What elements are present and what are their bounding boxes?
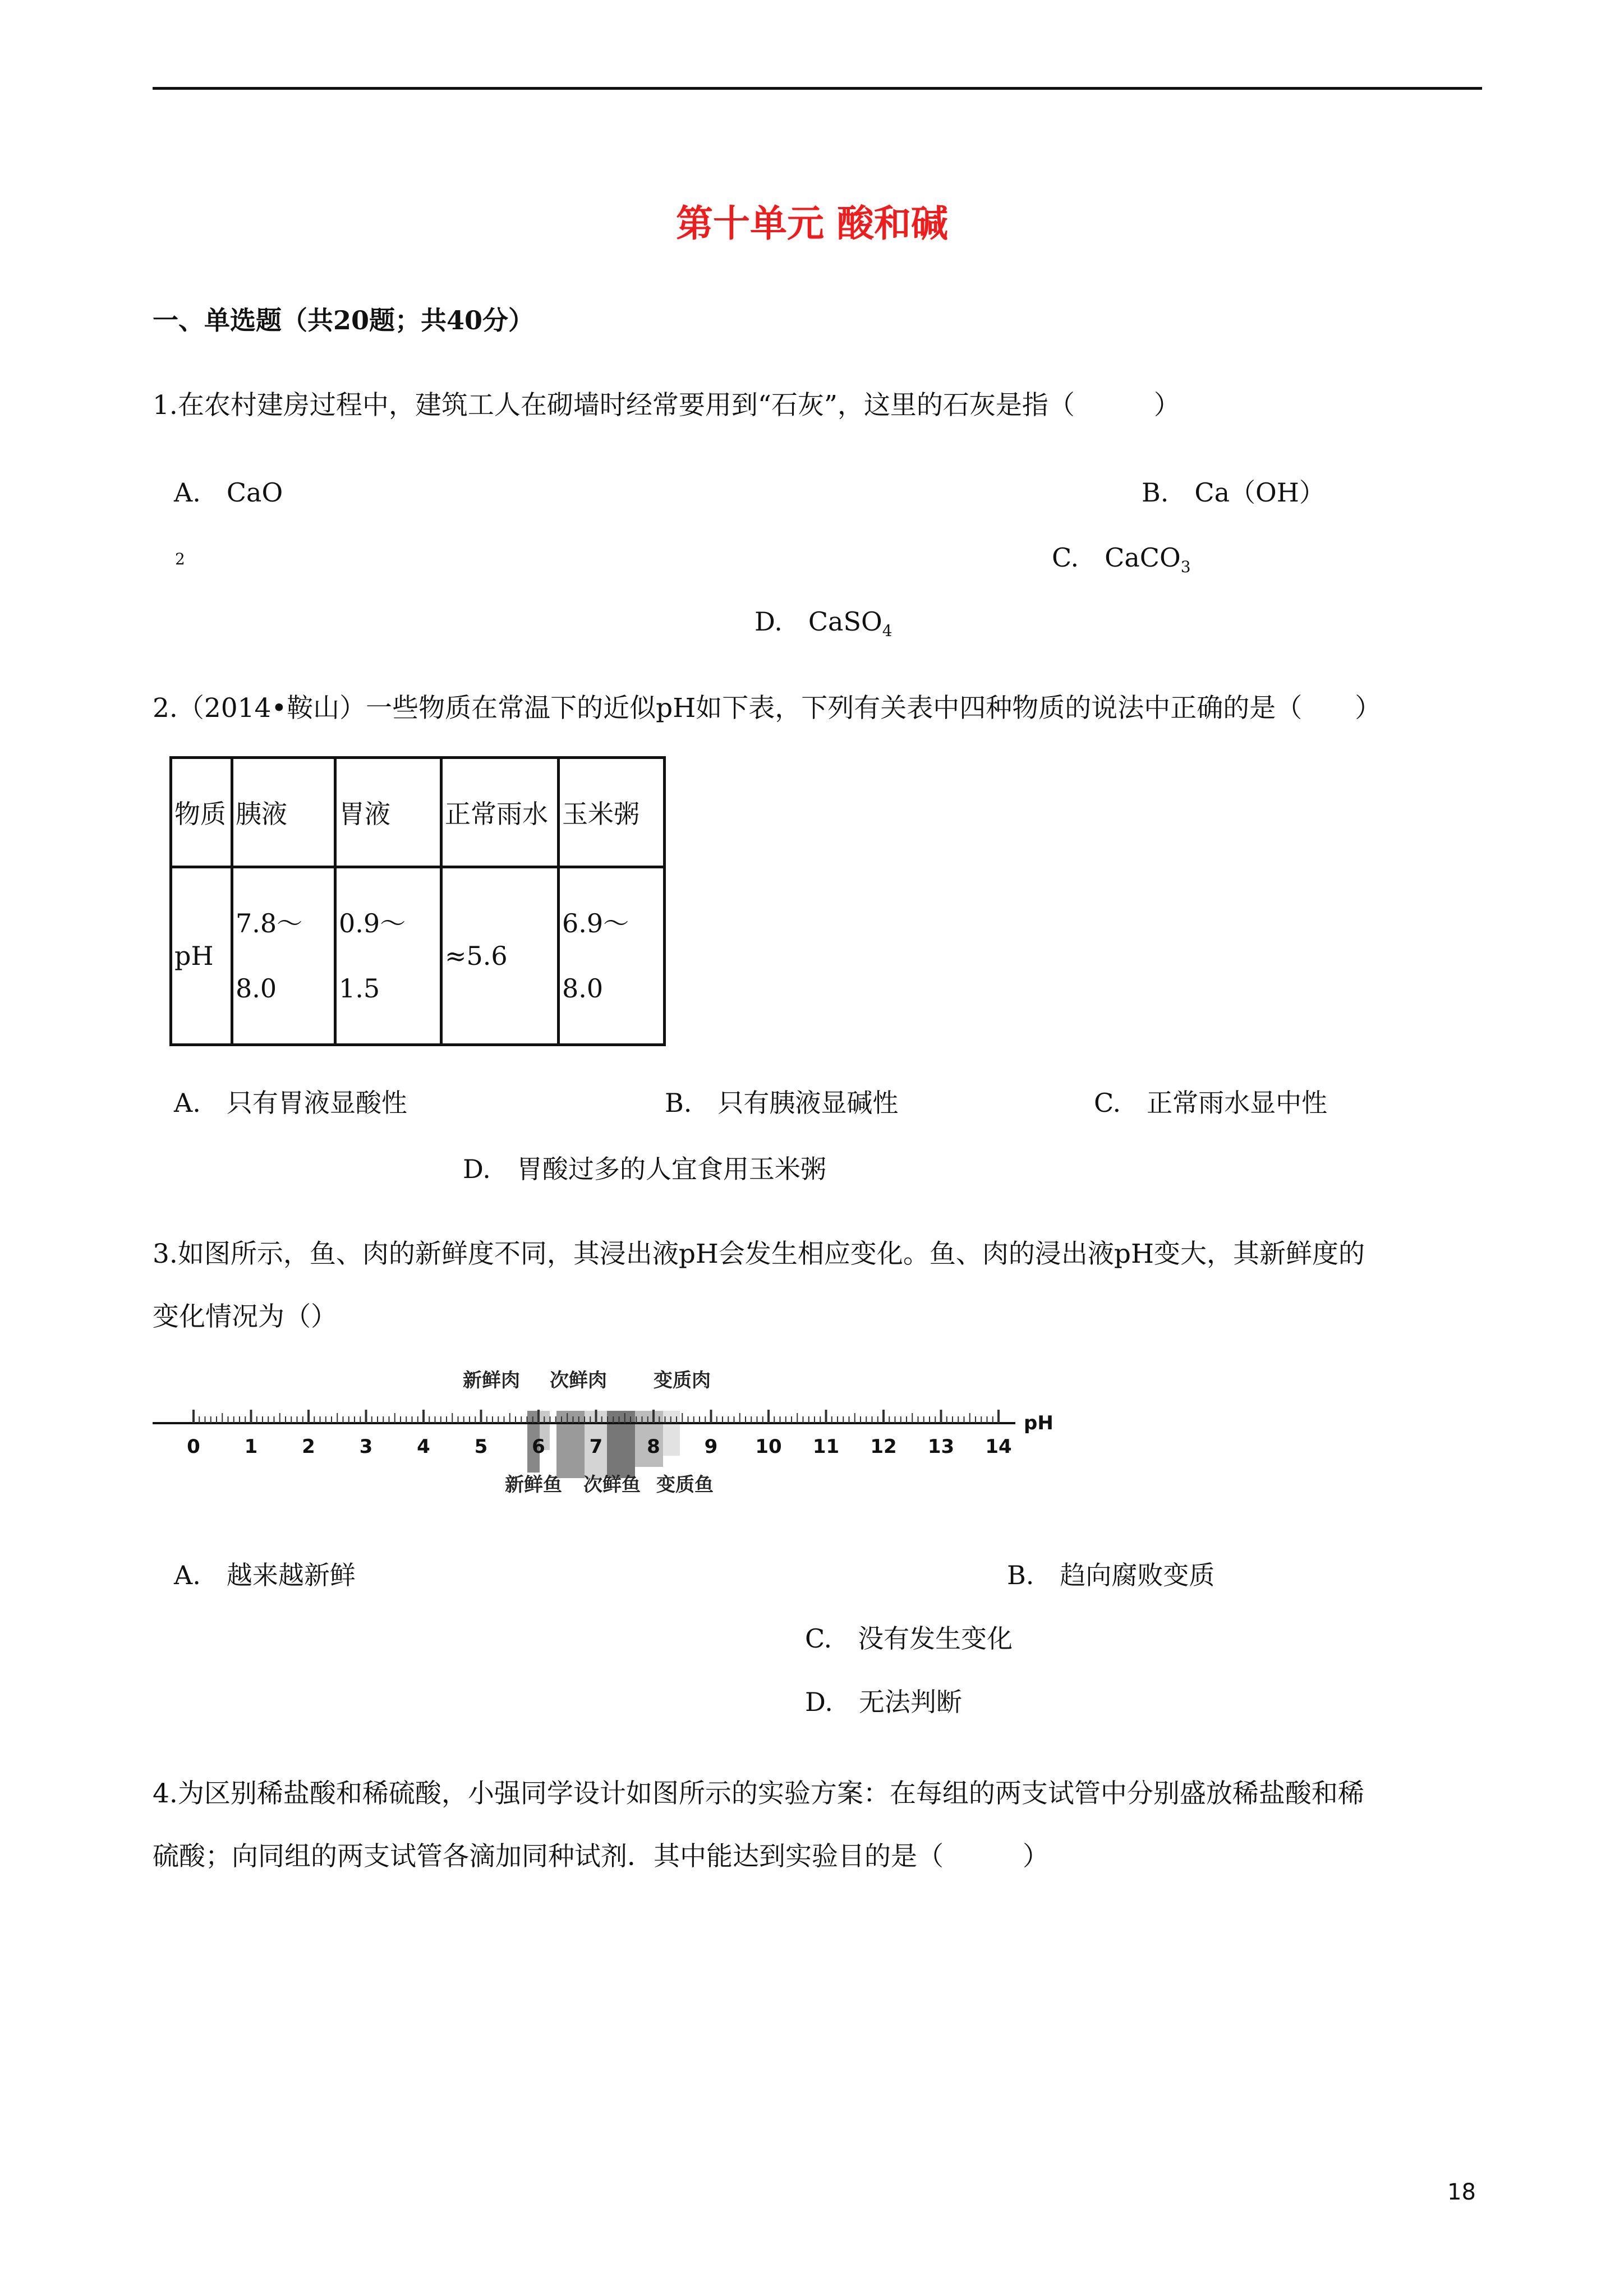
label-fresh-fish: 新鲜鱼 xyxy=(505,1474,562,1496)
section-heading: 一、单选题（共20题；共40分） xyxy=(153,305,535,335)
table-row xyxy=(171,867,665,1045)
question-2-option-a: A. 只有胃液显酸性 xyxy=(174,1088,407,1118)
tick-label: 1 xyxy=(244,1435,258,1458)
table-header-cell: 胃液 xyxy=(335,758,441,867)
header-rule xyxy=(153,87,1482,90)
page-title: 第十单元 酸和碱 xyxy=(676,201,948,245)
tick-label: 10 xyxy=(755,1435,782,1458)
question-3-option-b: B. 趋向腐败变质 xyxy=(1007,1560,1215,1590)
table-header-cell: 玉米粥 xyxy=(559,758,665,867)
question-3-option-d: D. 无法判断 xyxy=(805,1687,962,1717)
question-1-stem: 1.在农村建房过程中，建筑工人在砌墙时经常要用到“石灰”，这里的石灰是指（ ） xyxy=(153,390,1180,421)
label-semi-fresh-meat: 次鲜肉 xyxy=(550,1369,607,1392)
question-2-option-b: B. 只有胰液显碱性 xyxy=(665,1088,899,1118)
axis-unit-label: pH xyxy=(1024,1412,1053,1434)
question-2-option-c: C. 正常雨水显中性 xyxy=(1094,1088,1328,1118)
tick-label: 8 xyxy=(647,1435,660,1458)
question-3-stem-line1: 3.如图所示，鱼、肉的新鲜度不同，其浸出液pH会发生相应变化。鱼、肉的浸出液pH变大，其新鲜度的 xyxy=(153,1239,1365,1269)
ph-freshness-scale xyxy=(151,1363,1105,1515)
tick-label: 0 xyxy=(187,1435,200,1458)
minor-ticks xyxy=(194,1410,999,1423)
band-semi-fresh xyxy=(556,1411,585,1478)
tick-label: 4 xyxy=(417,1435,430,1458)
tick-label: 11 xyxy=(812,1435,840,1458)
tick-label: 3 xyxy=(359,1435,373,1458)
label-spoiled-fish: 变质鱼 xyxy=(656,1474,714,1496)
tick-label: 13 xyxy=(927,1435,955,1458)
tick-label: 14 xyxy=(985,1435,1012,1458)
table-header-row xyxy=(171,758,665,867)
tick-label: 7 xyxy=(589,1435,603,1458)
question-4-stem-line1: 4.为区别稀盐酸和稀硫酸，小强同学设计如图所示的实验方案：在每组的两支试管中分别盛放稀盐酸和稀 xyxy=(153,1778,1364,1809)
tick-label: 2 xyxy=(302,1435,315,1458)
question-1-option-d: D. CaSO$_4$ xyxy=(755,606,892,640)
tick-label: 6 xyxy=(532,1435,545,1458)
question-2-stem: 2.（2014•鞍山）一些物质在常温下的近似pH如下表，下列有关表中四种物质的说法中正确的是（ ） xyxy=(153,693,1382,724)
table-cell: 0.9～ 1.5 xyxy=(335,867,441,1045)
question-2-option-d: D. 胃酸过多的人宜食用玉米粥 xyxy=(463,1154,826,1184)
question-4-stem-line2: 硫酸；向同组的两支试管各滴加同种试剂．其中能达到实验目的是（ ） xyxy=(153,1841,1049,1872)
label-spoiled-meat: 变质肉 xyxy=(654,1369,711,1392)
tick-labels xyxy=(187,1435,1012,1458)
table-header-cell: 胰液 xyxy=(232,758,335,867)
table-header-cell: 正常雨水 xyxy=(441,758,559,867)
question-3-option-c: C. 没有发生变化 xyxy=(805,1623,1013,1654)
label-semi-fresh-fish: 次鲜鱼 xyxy=(583,1474,641,1496)
tick-label: 12 xyxy=(870,1435,897,1458)
question-1-option-b: B. Ca（OH） xyxy=(1142,477,1325,508)
table-cell: 7.8～ 8.0 xyxy=(232,867,335,1045)
tick-label: 9 xyxy=(704,1435,718,1458)
page-number: 18 xyxy=(1447,2179,1476,2205)
label-fresh-meat: 新鲜肉 xyxy=(463,1369,520,1392)
table-cell: ≈5.6 xyxy=(441,867,559,1045)
table-header-cell: 物质 xyxy=(171,758,232,867)
question-1-option-a: A. CaO xyxy=(174,477,283,508)
question-1-option-c: C. CaCO$_3$ xyxy=(1052,542,1191,576)
question-3-stem-line2: 变化情况为（） xyxy=(153,1301,337,1332)
ph-table xyxy=(169,756,666,1046)
table-cell: 6.9～ 8.0 xyxy=(559,867,665,1045)
question-1-option-b-subscript: 2 xyxy=(175,550,185,568)
tick-label: 5 xyxy=(474,1435,488,1458)
question-3-option-a: A. 越来越新鲜 xyxy=(174,1560,356,1590)
table-row-label: pH xyxy=(171,867,232,1045)
